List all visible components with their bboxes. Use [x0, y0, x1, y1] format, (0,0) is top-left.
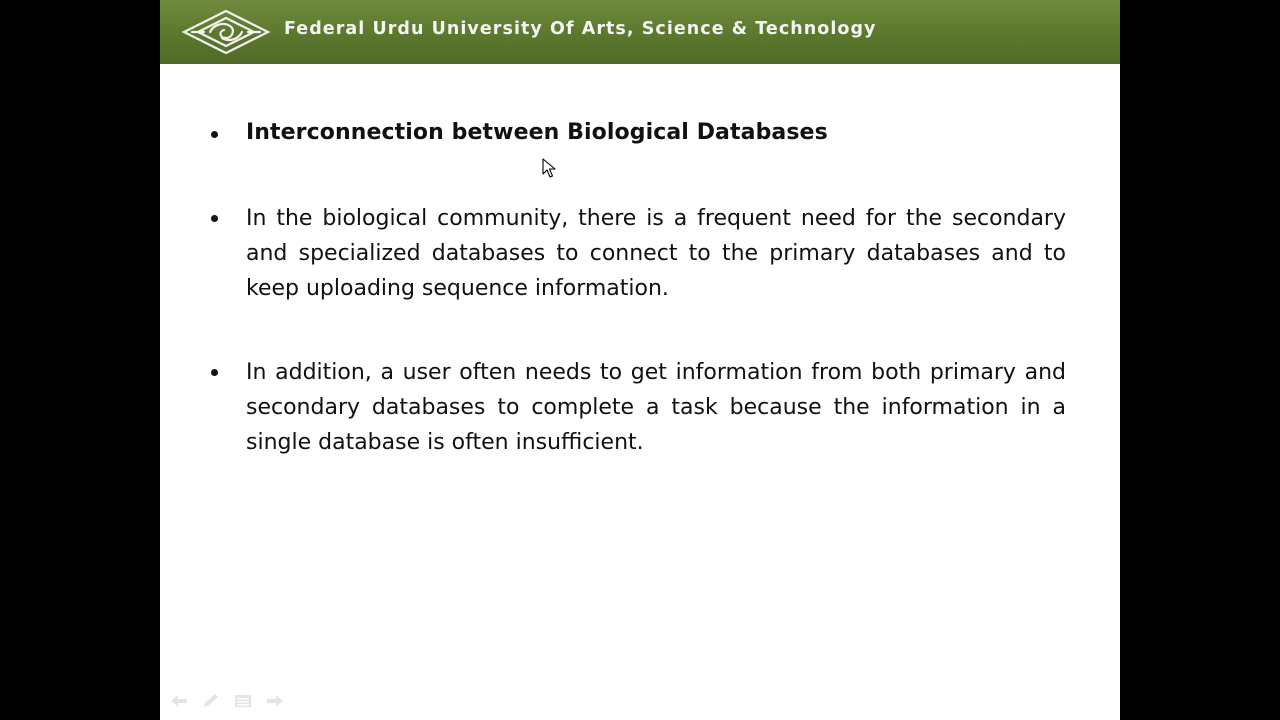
next-slide-icon[interactable]	[264, 692, 286, 710]
slide-heading: Interconnection between Biological Databases	[246, 120, 828, 145]
menu-icon[interactable]	[232, 692, 254, 710]
mouse-pointer-icon	[542, 158, 556, 178]
banner-title: Federal Urdu University Of Arts, Science & Technology	[284, 19, 877, 39]
pen-icon[interactable]	[200, 692, 222, 710]
bullet-point	[211, 215, 218, 222]
slide-content	[160, 0, 1120, 720]
bullet-point	[211, 131, 218, 138]
bullet-paragraph: In addition, a user often needs to get information from both primary and secondary databases to complete a task because the information in a single database is often insufficient.	[246, 360, 1066, 455]
bullet-point	[211, 369, 218, 376]
bullet-paragraph: In the biological community, there is a frequent need for the secondary and specialized databases to connect to the primary databases and to keep uploading sequence information.	[246, 206, 1066, 301]
previous-slide-icon[interactable]	[168, 692, 190, 710]
slideshow-nav-controls	[168, 692, 286, 710]
slide	[160, 0, 1120, 720]
